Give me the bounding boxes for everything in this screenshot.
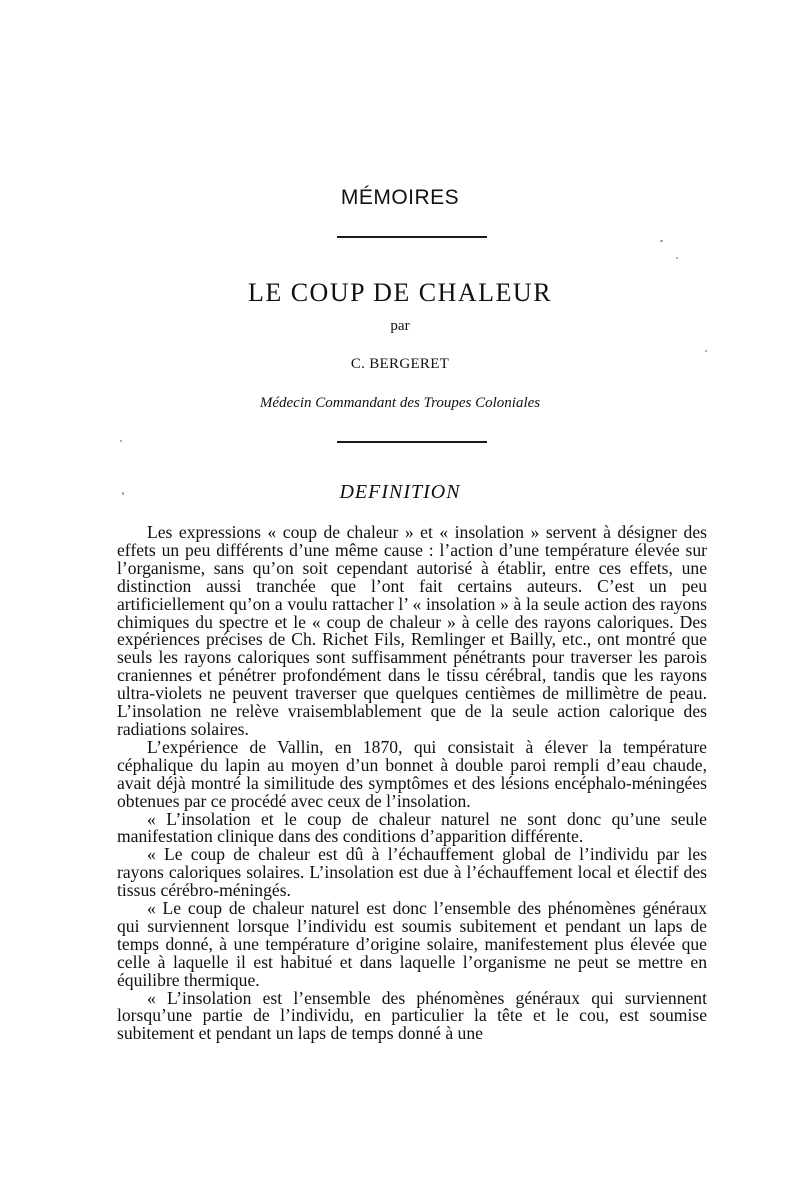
section-subheading: DEFINITION xyxy=(339,481,461,503)
bottom-divider xyxy=(337,441,487,443)
byline: par xyxy=(390,318,410,334)
paragraph: L’expérience de Vallin, en 1870, qui consistait à élever la température céphalique du lapin au moyen d’un bonnet à double paroi rempli d’eau chaude, avait déjà montré la similitude des symptômes et des lésions encéphalo-méningées obtenues par ce procédé avec ceux de l’insolation. xyxy=(117,736,707,811)
paragraph: « Le coup de chaleur naturel est donc l’ensemble des phénomènes généraux qui surviennent lorsque l’individu est soumis subitement et pendant un laps de temps donné, à une température d’origine solaire, manifestement plus élevée que celle à laquelle il est habitué et dans laquelle l’organisme ne peut se mettre en équilibre thermique. xyxy=(117,898,707,990)
scan-speck xyxy=(660,240,663,242)
author-affiliation: Médecin Commandant des Troupes Coloniales xyxy=(259,395,541,411)
paragraph: « L’insolation et le coup de chaleur naturel ne sont donc qu’une seule manifestation clinique dans des conditions d’apparition différente. xyxy=(117,808,707,847)
paragraph: « Le coup de chaleur est dû à l’échauffement global de l’individu par les rayons caloriques solaires. L’insolation est due à l’échauffement local et électif des tissus cérébro-méningés. xyxy=(117,844,707,901)
scan-speck xyxy=(122,492,124,495)
paragraph: « L’insolation est l’ensemble des phénomènes généraux qui surviennent lorsqu’une partie de l’individu, en particulier la tête et le cou, est soumise subitement et pendant un laps de temps donné à une xyxy=(117,987,707,1044)
author-name: C. BERGERET xyxy=(350,356,450,372)
paragraph: Les expressions « coup de chaleur » et « insolation » servent à désigner des effets un peu différents d’une même cause : l’action d’une température élevée sur l’organisme, sans qu’on soit cependant autorisé à établir, entre ces effets, une distinction aussi tranchée que l’ont fait certains auteurs. C’est un peu artificiellement qu’on a voulu rattacher l’ « insolation » à la seule action des rayons chimiques du spectre et le « coup de chaleur » à celle des rayons caloriques. Des expériences précises de Ch. Richet Fils, Remlinger et Bailly, etc., ont montré que seuls les rayons caloriques sont suffisamment pénétrants pour traverser les parois craniennes et pénétrer profondément dans le tissu cérébral, tandis que les rayons ultra-violets ne peuvent traverser que quelques centièmes de millimètre de peau. L’insolation ne relève vraisemblablement que de la seule action calorique des radiations solaires. xyxy=(117,522,707,739)
top-divider xyxy=(337,236,487,238)
section-heading: MÉMOIRES xyxy=(340,186,460,209)
scan-speck xyxy=(676,257,678,259)
scan-speck xyxy=(705,350,707,352)
article-body xyxy=(117,524,707,1043)
article-title: LE COUP DE CHALEUR xyxy=(247,278,553,307)
scan-speck xyxy=(120,440,122,442)
